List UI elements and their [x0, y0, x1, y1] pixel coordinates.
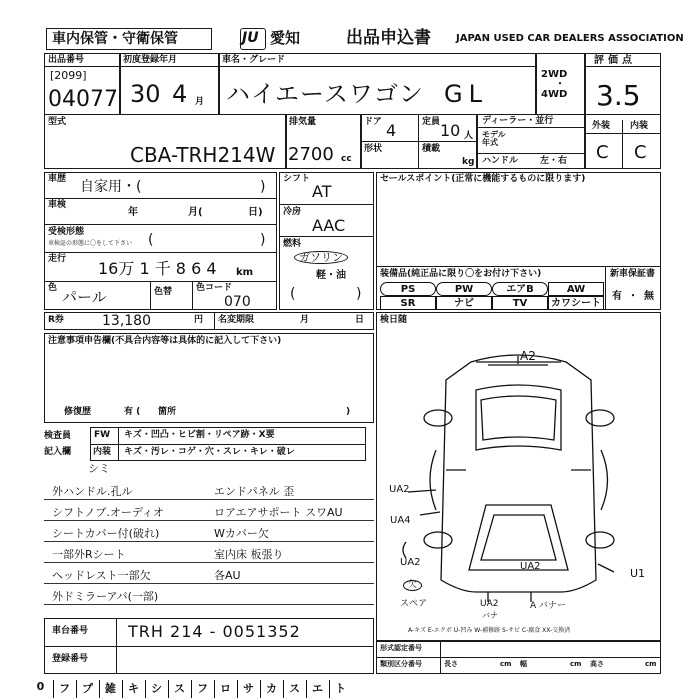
- divider: [118, 427, 119, 461]
- equipment-grid: [380, 282, 602, 310]
- entry-no-label: 出品番号: [48, 55, 85, 65]
- model-value: CBA-TRH214W: [130, 143, 276, 167]
- interior-grade: C: [634, 142, 647, 163]
- engine-label: 形式認定番号: [380, 644, 422, 652]
- model-year-label: モデル年式: [482, 130, 506, 147]
- car-name-label: 車名・グレード: [222, 55, 286, 65]
- divider: [119, 53, 121, 115]
- first-reg-label: 初度登録年月: [123, 55, 178, 65]
- color-code: 070: [224, 294, 251, 310]
- divider: [44, 646, 374, 647]
- chassis-no: TRH 214 - 0051352: [128, 622, 301, 641]
- none-label: 無: [644, 291, 654, 302]
- has-sep: ・: [628, 291, 638, 302]
- bottom-cell: エ: [306, 680, 328, 698]
- mileage-value: 16万 1 千 8 6 4: [98, 259, 217, 278]
- doors-label: ドア: [364, 117, 382, 127]
- fw-tag: FW: [94, 430, 111, 440]
- divider: [605, 266, 606, 310]
- equipment-item: PW: [436, 282, 492, 296]
- remark-left: 外ハンドル.孔ル: [52, 485, 133, 498]
- remark-rule: [44, 604, 374, 605]
- repair-label: 修復歴: [64, 407, 92, 417]
- fuel-label: 燃料: [283, 239, 302, 249]
- recycle-row: [44, 312, 374, 330]
- org-name: 愛知: [270, 29, 301, 47]
- divider: [150, 281, 151, 310]
- form-close: ): [260, 232, 266, 248]
- month-unit: 月: [195, 97, 205, 107]
- remark-rule: [44, 583, 374, 584]
- damage-ua2-center: UA2: [520, 561, 541, 572]
- drive-2wd: 2WD: [541, 69, 568, 80]
- divider: [285, 114, 287, 169]
- divider: [218, 66, 535, 67]
- remark-left: シフトノブ.オーディオ: [52, 506, 164, 519]
- damage-a2-top: A2: [520, 349, 536, 363]
- height-label: 高さ: [590, 660, 604, 668]
- color-label: 色: [48, 283, 58, 293]
- divider: [44, 66, 218, 67]
- divider: [584, 114, 586, 169]
- remark-right: 各AU: [214, 569, 241, 582]
- capacity-label: 定員: [422, 117, 441, 127]
- chassis-label: 車台番号: [52, 626, 89, 636]
- logo-mark: JU: [242, 30, 259, 46]
- notes-label: 注意事項申告欄(不具合内容等は具体的に記入して下さい): [48, 336, 282, 346]
- fuel-bracket: (: [290, 286, 296, 302]
- divider: [535, 53, 537, 115]
- bottom-cell: プ: [76, 680, 98, 698]
- cooling-value: AAC: [312, 216, 346, 235]
- divider: [218, 53, 220, 115]
- damage-ua2-bottom: UA2: [480, 599, 499, 609]
- score-label: 評価点: [594, 55, 636, 66]
- r-ticket-label: R券: [48, 315, 64, 325]
- year-label: 年: [128, 207, 138, 218]
- fuel-selected: ガソリン: [294, 251, 348, 264]
- divider: [192, 281, 193, 310]
- interior-tag: 内装: [93, 447, 112, 457]
- remark-right: 室内床 板張り: [214, 548, 284, 561]
- divider: [44, 281, 277, 282]
- remark-rule: [44, 520, 374, 521]
- car-name: ハイエースワゴン: [226, 80, 424, 108]
- bottom-cell: ス: [283, 680, 305, 698]
- remark-left: 一部外Rシート: [52, 548, 126, 561]
- car-grade: GL: [444, 80, 488, 108]
- name-change-label: 名変期限: [218, 315, 255, 325]
- usage-value: 自家用・(: [80, 179, 142, 195]
- reg-year: 30: [130, 80, 161, 108]
- load-label: 積載: [422, 144, 441, 154]
- model-label: 型式: [48, 117, 67, 127]
- repair-value: 有 (: [124, 407, 141, 417]
- month-label: 月(: [188, 207, 203, 218]
- cm-unit-2: cm: [570, 660, 582, 668]
- equipment-item: エアB: [492, 282, 548, 296]
- divider: [376, 266, 661, 267]
- drive-4wd: 4WD: [541, 89, 568, 100]
- bottom-cell: キ: [122, 680, 144, 698]
- divider: [279, 236, 374, 237]
- divider: [376, 657, 661, 658]
- capacity-value: 10: [440, 121, 461, 140]
- interior-label: 内装: [630, 121, 649, 131]
- bottom-cell: 雑: [99, 680, 121, 698]
- displacement-value: 2700: [288, 144, 334, 165]
- divider: [44, 198, 277, 199]
- bottom-cell: シ: [145, 680, 167, 698]
- damage-u1-right: U1: [630, 567, 646, 580]
- score-value: 3.5: [596, 79, 641, 112]
- displacement-label: 排気量: [289, 117, 317, 127]
- width-label: 幅: [520, 660, 527, 668]
- interior-list: キズ・汚レ・コゲ・穴・スレ・キレ・破レ: [124, 447, 295, 457]
- reg-no-label: 登録番号: [52, 654, 89, 664]
- shift-label: シフト: [283, 174, 311, 184]
- repair-place: 箇所: [158, 407, 177, 417]
- category-label: 類別区分番号: [380, 660, 422, 668]
- day-label: 日): [248, 207, 263, 218]
- divider: [585, 133, 661, 134]
- entry-sub: [2099]: [50, 69, 87, 82]
- divider: [279, 204, 374, 205]
- day-unit-2: 日: [355, 315, 365, 325]
- has-label: 有: [612, 291, 622, 302]
- bottom-strip: [30, 678, 360, 700]
- divider: [116, 618, 117, 674]
- handle-value: 左・右: [540, 156, 568, 166]
- bottom-cell: ス: [168, 680, 190, 698]
- divider: [44, 224, 277, 225]
- exterior-label: 外装: [592, 121, 611, 131]
- damage-legend: A-キズ E-エクボ U-凹み W-補修跡 S-サビ C-腐食 XX-交換済: [408, 627, 571, 634]
- fuel-bracket-close: ): [356, 286, 362, 302]
- writer-label: 記入欄: [44, 447, 72, 457]
- form-open: (: [148, 232, 154, 248]
- bottom-cell: 0: [36, 680, 45, 693]
- inspection-label: 車検: [48, 200, 67, 210]
- doc-title: 出品申込書: [346, 28, 431, 48]
- bottom-cell: フ: [53, 680, 75, 698]
- damage-ua4-left: UA4: [390, 515, 411, 526]
- remark-left: ヘッドレスト一部欠: [52, 569, 151, 582]
- divider: [90, 444, 366, 445]
- exterior-grade: C: [596, 142, 609, 163]
- damage-ua2-left: UA2: [389, 484, 410, 495]
- bottom-cell: ロ: [214, 680, 236, 698]
- remark-rule: [44, 499, 374, 500]
- length-label: 長さ: [444, 660, 458, 668]
- fuel-options: 軽・油: [316, 270, 346, 281]
- usage-close: ): [260, 179, 266, 195]
- org-en: JAPAN USED CAR DEALERS ASSOCIATION: [456, 33, 684, 44]
- remark-rule: [44, 541, 374, 542]
- shift-value: AT: [312, 182, 332, 201]
- divider: [584, 53, 586, 115]
- kg-unit: kg: [462, 157, 475, 167]
- r-ticket-value: 13,180: [102, 313, 151, 329]
- remarks-area: [44, 462, 376, 612]
- color-change-label: 色替: [154, 287, 173, 297]
- divider: [476, 153, 584, 154]
- equipment-item: カワシート: [548, 296, 604, 310]
- equipment-item: PS: [380, 282, 436, 296]
- inspector-label: 検査員: [44, 431, 72, 441]
- new-car-label: 新車保証書: [610, 269, 656, 279]
- entry-no: 04077: [48, 87, 118, 112]
- yen-unit: 円: [194, 315, 204, 325]
- reg-month: 4: [172, 80, 188, 108]
- km-unit: km: [236, 267, 254, 278]
- cc-unit: cc: [341, 154, 352, 164]
- divider: [44, 252, 277, 253]
- divider: [360, 141, 476, 142]
- damage-a-mark: A バナー: [530, 601, 567, 611]
- after-label: 検日随: [380, 315, 408, 325]
- spare-label: スペア: [400, 599, 428, 609]
- divider: [585, 66, 661, 67]
- remark-left: 外ドミラーアバ(一部): [52, 590, 159, 603]
- storage-label: 車内保管・守衛保管: [52, 31, 178, 47]
- repair-close: ): [346, 407, 351, 417]
- bottom-cell: カ: [260, 680, 282, 698]
- bottom-cell: サ: [237, 680, 259, 698]
- sales-label: セールスポイント(正常に機能するものに限ります): [380, 174, 586, 184]
- equipment-item: TV: [492, 296, 548, 310]
- equip-label: 装備品(純正品に限り〇をお付け下さい): [380, 269, 542, 279]
- equipment-item: ナビ: [436, 296, 492, 310]
- divider: [476, 114, 478, 169]
- remark-left: シートカバー付(破れ): [52, 527, 160, 540]
- damage-bottom-sub: バナ: [482, 611, 498, 620]
- form-label: 受検形態: [48, 227, 85, 237]
- bottom-cell: フ: [191, 680, 213, 698]
- remark-left: シミ: [88, 462, 110, 475]
- person-unit: 人: [464, 131, 474, 141]
- usage-label: 車歴: [48, 174, 67, 184]
- notes-box: [44, 333, 374, 423]
- cm-unit-3: cm: [645, 660, 657, 668]
- bottom-cell: ト: [329, 680, 351, 698]
- remark-right: エンドパネル 歪: [214, 485, 295, 498]
- fw-list: キズ・凹凸・ヒビ割・リペア跡・X要: [124, 430, 275, 440]
- drive-sep: ・: [555, 79, 565, 90]
- remark-rule: [44, 562, 374, 563]
- handle-label: ハンドル: [482, 156, 519, 166]
- divider: [622, 120, 623, 169]
- dealer-label: ディーラー・並行: [482, 116, 554, 126]
- color-value: パール: [62, 288, 107, 306]
- form-note: 車検証の形態に〇をして下さい: [48, 240, 133, 247]
- divider: [214, 312, 215, 330]
- doors-value: 4: [386, 121, 397, 140]
- divider: [476, 127, 584, 128]
- color-code-label: 色コード: [196, 283, 233, 293]
- damage-ua2-lower: UA2: [400, 557, 421, 568]
- cooling-label: 冷房: [283, 207, 302, 217]
- month-unit-2: 月: [300, 315, 310, 325]
- shape-label: 形状: [364, 144, 383, 154]
- mileage-label: 走行: [48, 254, 67, 264]
- divider: [440, 640, 441, 674]
- spare-mark: 欠: [403, 580, 422, 591]
- equipment-item: AW: [548, 282, 604, 296]
- remark-right: ロアエアサポート スワAU: [214, 506, 343, 519]
- remark-right: Wカバー欠: [214, 527, 269, 540]
- cm-unit-1: cm: [500, 660, 512, 668]
- equipment-item: SR: [380, 296, 436, 310]
